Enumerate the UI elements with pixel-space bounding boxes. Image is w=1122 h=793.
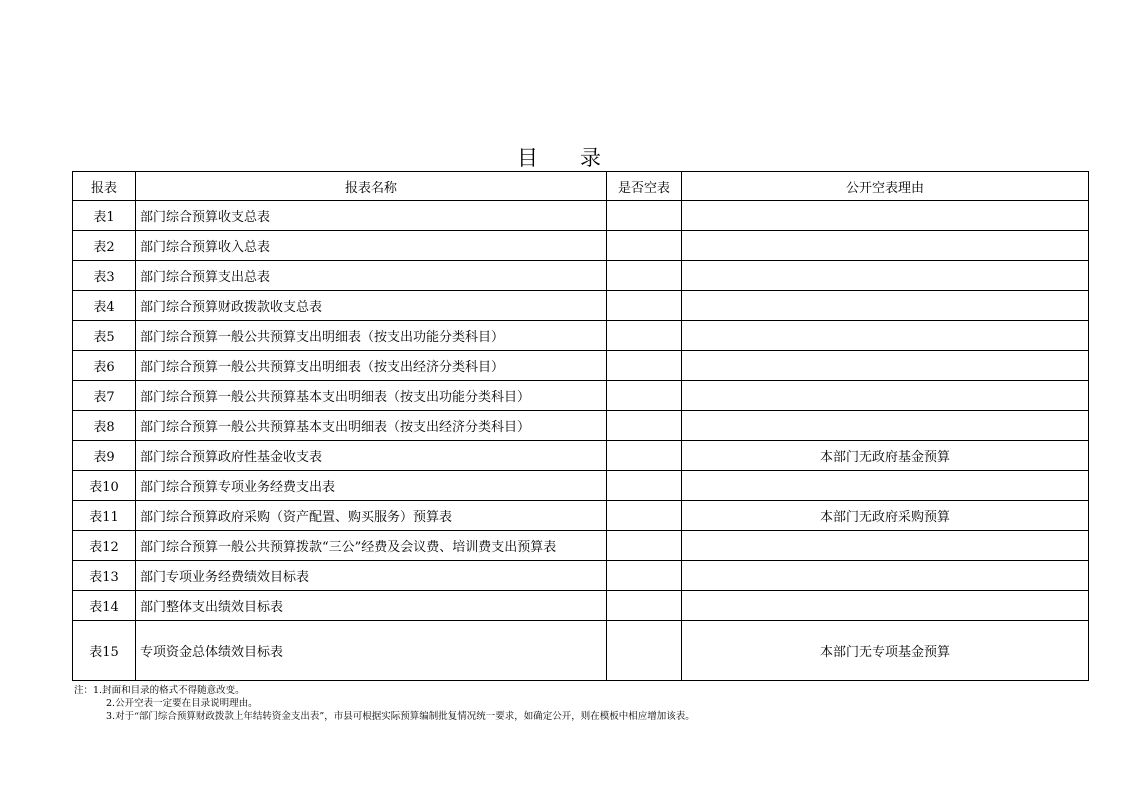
row-reason [682, 471, 1089, 501]
row-reason [682, 351, 1089, 381]
table-row [73, 321, 1089, 351]
row-reason: 本部门无政府基金预算 [682, 441, 1089, 471]
row-reason [682, 321, 1089, 351]
row-num: 表14 [73, 591, 136, 621]
row-num: 表11 [73, 501, 136, 531]
table-row [73, 381, 1089, 411]
table-row [73, 531, 1089, 561]
row-reason [682, 591, 1089, 621]
row-reason [682, 261, 1089, 291]
row-num: 表1 [73, 201, 136, 231]
row-num: 表4 [73, 291, 136, 321]
footnote-1: 注：1.封面和目录的格式不得随意改变。 [74, 685, 245, 696]
header-reason: 公开空表理由 [682, 172, 1089, 201]
row-name: 部门综合预算支出总表 [136, 261, 607, 291]
row-reason: 本部门无政府采购预算 [682, 501, 1089, 531]
row-name: 部门整体支出绩效目标表 [136, 591, 607, 621]
row-num: 表5 [73, 321, 136, 351]
row-is-empty [607, 531, 682, 561]
row-reason [682, 231, 1089, 261]
table-row [73, 411, 1089, 441]
toc-table [72, 171, 1089, 681]
row-name: 部门综合预算一般公共预算支出明细表（按支出经济分类科目） [136, 351, 607, 381]
row-is-empty [607, 201, 682, 231]
row-is-empty [607, 231, 682, 261]
row-num: 表6 [73, 351, 136, 381]
row-name: 部门综合预算专项业务经费支出表 [136, 471, 607, 501]
row-name: 部门综合预算一般公共预算基本支出明细表（按支出功能分类科目） [136, 381, 607, 411]
row-is-empty [607, 501, 682, 531]
row-reason [682, 411, 1089, 441]
footnotes [74, 684, 695, 723]
footnote-2: 2.公开空表一定要在目录说明理由。 [106, 698, 258, 709]
table-row [73, 471, 1089, 501]
row-num: 表15 [73, 621, 136, 681]
row-name: 部门综合预算一般公共预算支出明细表（按支出功能分类科目） [136, 321, 607, 351]
row-name: 部门综合预算财政拨款收支总表 [136, 291, 607, 321]
row-name: 部门专项业务经费绩效目标表 [136, 561, 607, 591]
row-reason [682, 201, 1089, 231]
row-is-empty [607, 441, 682, 471]
row-is-empty [607, 321, 682, 351]
table-header-row [73, 172, 1089, 201]
row-num: 表13 [73, 561, 136, 591]
row-name: 专项资金总体绩效目标表 [136, 621, 607, 681]
row-num: 表9 [73, 441, 136, 471]
table-row [73, 621, 1089, 681]
row-reason [682, 381, 1089, 411]
table-row [73, 231, 1089, 261]
row-name: 部门综合预算一般公共预算基本支出明细表（按支出经济分类科目） [136, 411, 607, 441]
row-name: 部门综合预算政府性基金收支表 [136, 441, 607, 471]
row-num: 表12 [73, 531, 136, 561]
page-title: 目录 [517, 146, 643, 170]
row-is-empty [607, 381, 682, 411]
row-name: 部门综合预算政府采购（资产配置、购买服务）预算表 [136, 501, 607, 531]
row-reason [682, 561, 1089, 591]
row-num: 表7 [73, 381, 136, 411]
row-is-empty [607, 591, 682, 621]
row-is-empty [607, 621, 682, 681]
row-num: 表3 [73, 261, 136, 291]
footnote-3: 3.对于“部门综合预算财政拨款上年结转资金支出表”，市县可根据实际预算编制批复情况统一要求，如确定公开，则在模板中相应增加该表。 [106, 711, 695, 722]
row-is-empty [607, 411, 682, 441]
row-num: 表2 [73, 231, 136, 261]
table-row [73, 291, 1089, 321]
header-is-empty: 是否空表 [607, 172, 682, 201]
row-is-empty [607, 291, 682, 321]
header-name: 报表名称 [136, 172, 607, 201]
row-num: 表8 [73, 411, 136, 441]
table-row [73, 351, 1089, 381]
row-is-empty [607, 261, 682, 291]
table-row [73, 561, 1089, 591]
table-row [73, 201, 1089, 231]
table-row [73, 261, 1089, 291]
row-name: 部门综合预算一般公共预算拨款“三公”经费及会议费、培训费支出预算表 [136, 531, 607, 561]
row-is-empty [607, 471, 682, 501]
row-reason: 本部门无专项基金预算 [682, 621, 1089, 681]
row-name: 部门综合预算收支总表 [136, 201, 607, 231]
table-row [73, 591, 1089, 621]
header-num: 报表 [73, 172, 136, 201]
row-name: 部门综合预算收入总表 [136, 231, 607, 261]
table-row [73, 441, 1089, 471]
row-is-empty [607, 351, 682, 381]
row-reason [682, 291, 1089, 321]
table-row [73, 501, 1089, 531]
row-num: 表10 [73, 471, 136, 501]
row-reason [682, 531, 1089, 561]
row-is-empty [607, 561, 682, 591]
